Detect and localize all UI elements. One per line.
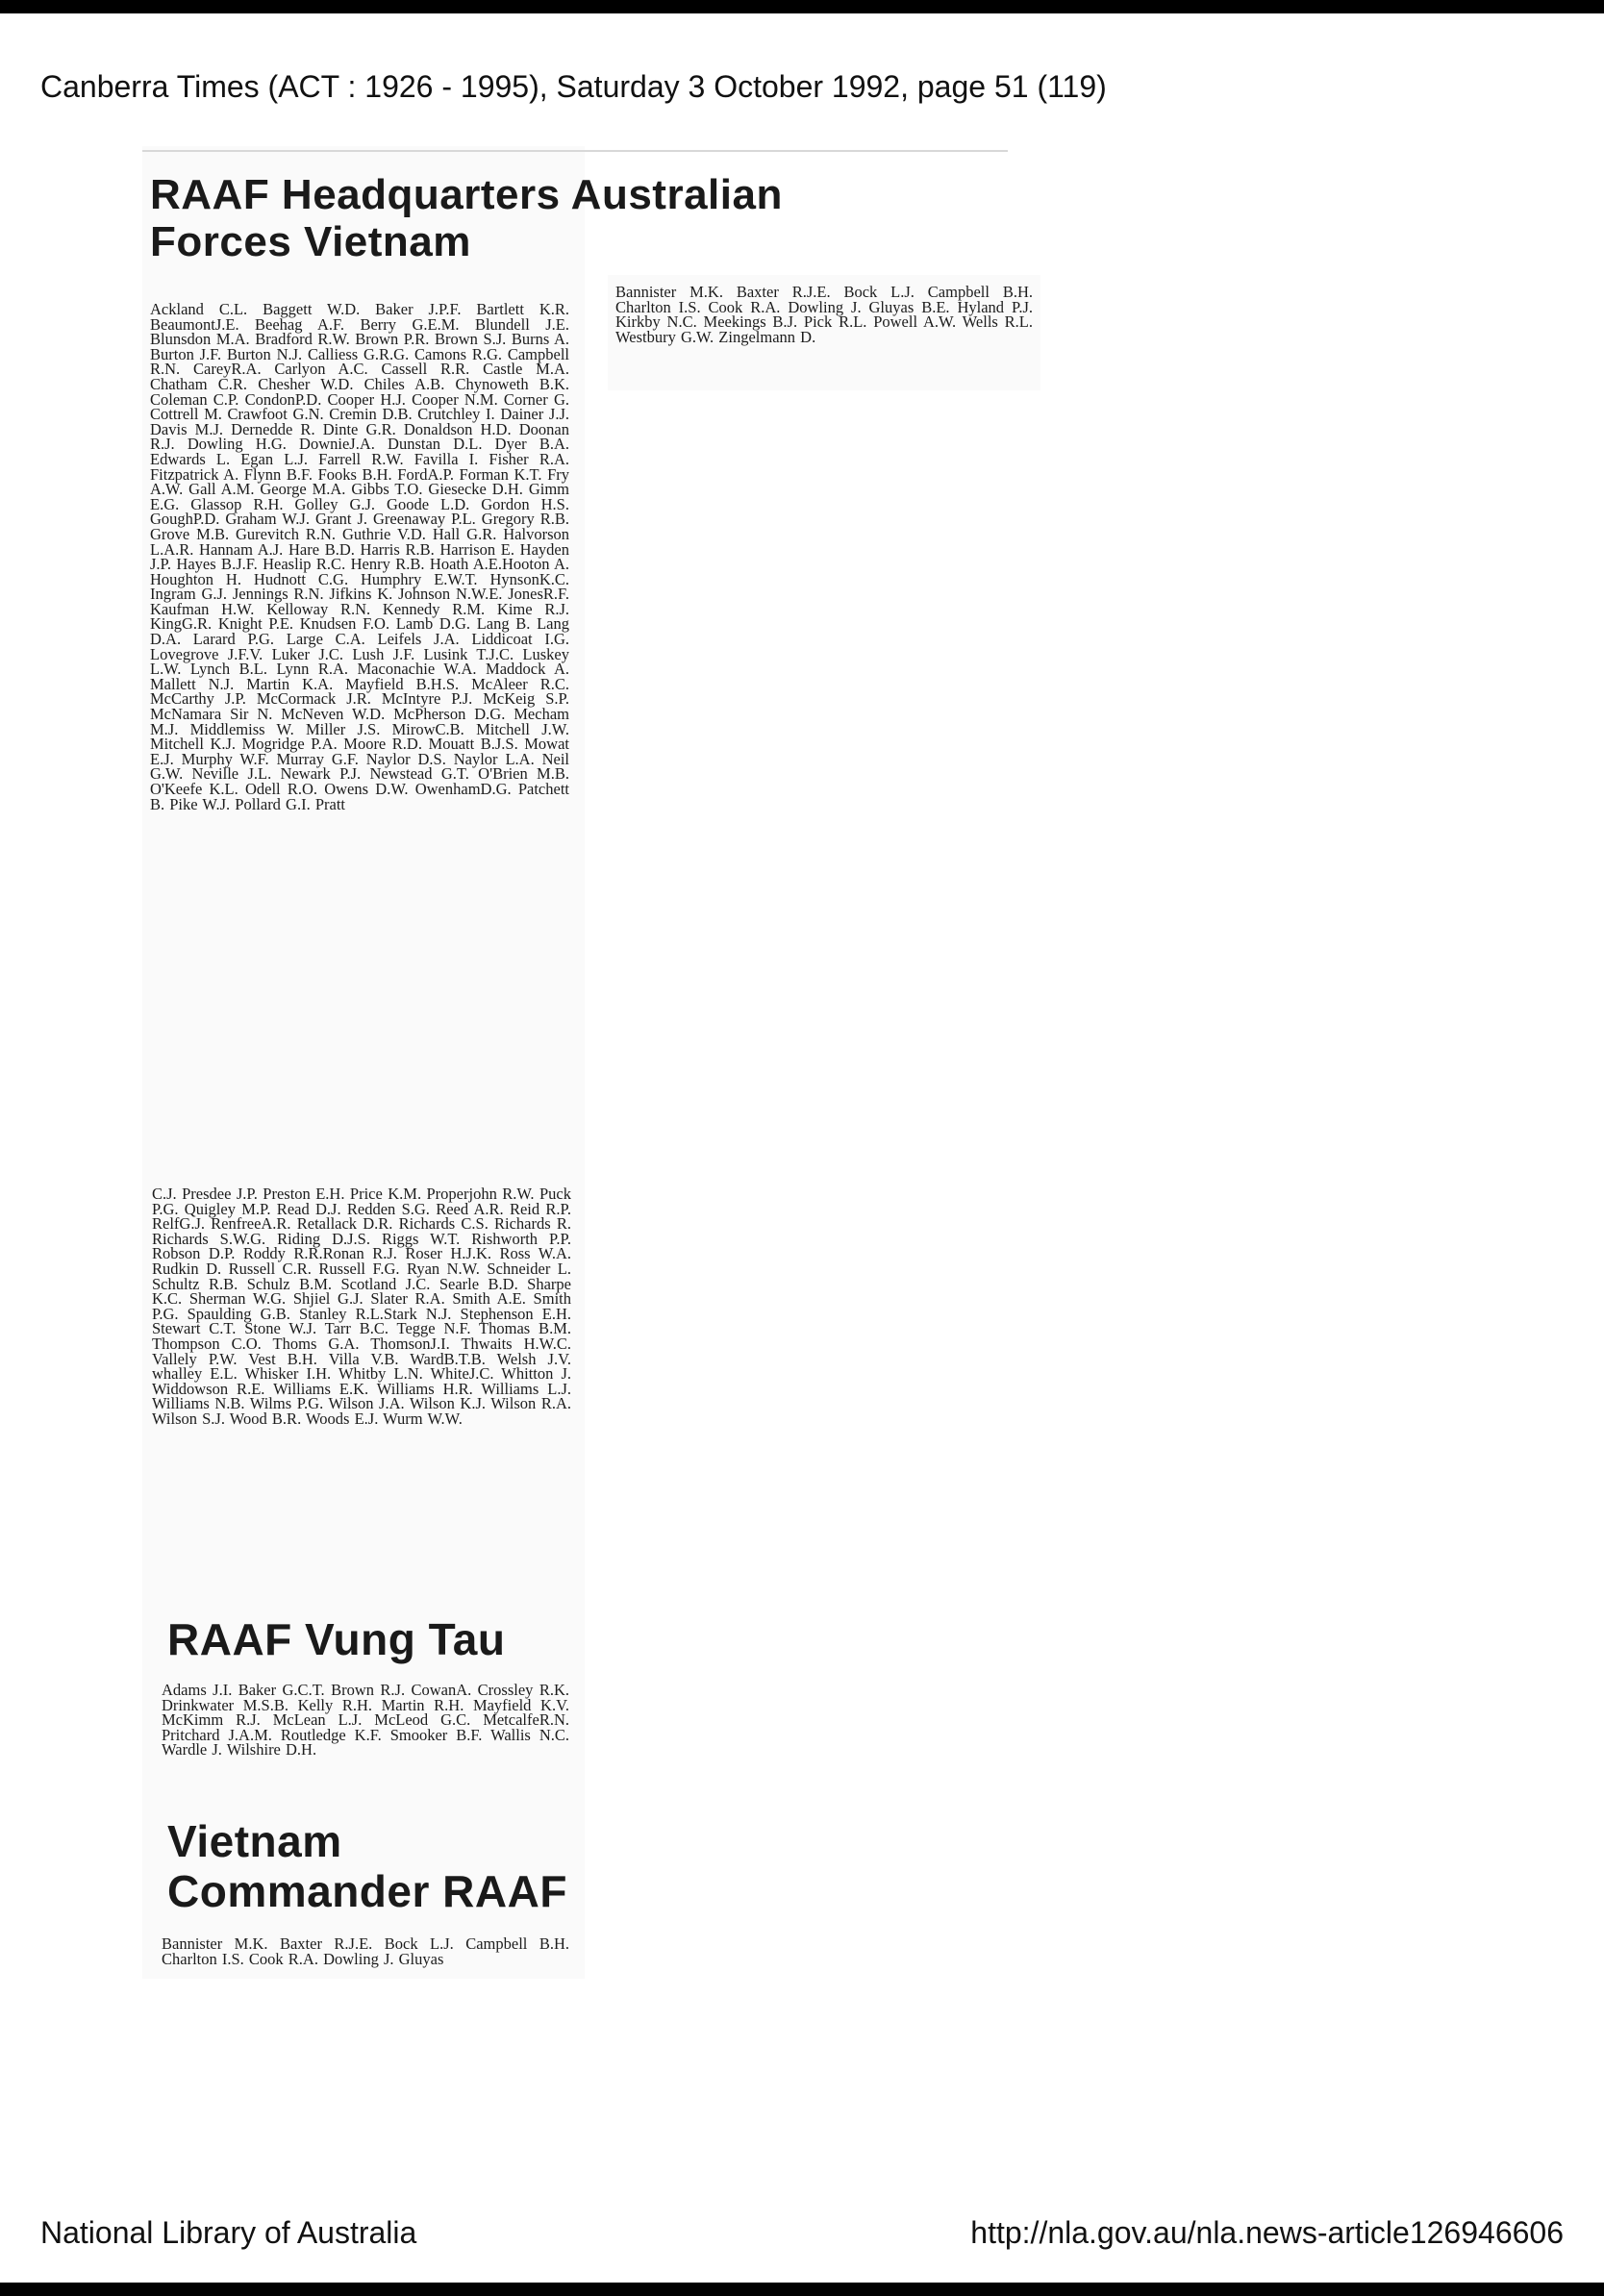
section3-heading: [167, 1817, 581, 1916]
section3-heading-line2: Commander RAAF: [167, 1865, 567, 1916]
section1-heading: [150, 171, 881, 266]
section2-names: Adams J.I. Baker G.C.T. Brown R.J. CowanA. Crossley R.K. Drinkwater M.S.B. Kelly R.H. Martin R.H. Mayfield K.V. McKimm R.J. McLean L.J. McLeod G.C. MetcalfeR.N. Pritchard J.A.M. Routledge K.F. Smooker B.F. Wallis N.C. Wardle J. Wilshire D.H.: [162, 1681, 569, 1759]
bottom-border: [0, 2283, 1604, 2296]
section1-names-part2: C.J. Presdee J.P. Preston E.H. Price K.M. Properjohn R.W. Puck P.G. Quigley M.P. Read D.J. Redden S.G. Reed A.R. Reid R.P. RelfG.J. RenfreeA.R. Retallack D.R. Richards C.S. Richards R. Richards S.W.G. Riding D.J.S. Riggs W.T. Rishworth P.P. Robson D.P. Roddy R.R.Ronan R.J. Roser H.J.K. Ross W.A. Rudkin D. Russell C.R. Russell F.G. Ryan N.W. Schneider L. Schultz R.B. Schulz B.M. Scotland J.C. Searle B.D. Sharpe K.C. Sherman W.G. Shjiel G.J. Slater R.A. Smith A.E. Smith P.G. Spaulding G.B. Stanley R.L.Stark N.J. Stephenson E.H. Stewart C.T. Stone W.J. Tarr B.C. Tegge N.F. Thomas B.M. Thompson C.O. Thoms G.A. ThomsonJ.I. Thwaits H.W.C. Vallely P.W. Vest B.H. Villa V.B. WardB.T.B. Welsh J.V. whalley E.L. Whisker I.H. Whitby L.N. WhiteJ.C. Whitton J. Widdowson R.E. Williams E.K. Williams H.R. Williams L.J. Williams N.B. Wilms P.G. Wilson J.A. Wilson K.J. Wilson R.A. Wilson S.J. Wood B.R. Woods E.J. Wurm W.W.: [152, 1185, 571, 1428]
section1-names-column2: Bannister M.K. Baxter R.J.E. Bock L.J. Campbell B.H. Charlton I.S. Cook R.A. Dowling J. Gluyas B.E. Hyland P.J. Kirkby N.C. Meekings B.J. Pick R.L. Powell A.W. Wells R.L. Westbury G.W. Zingelmann D.: [615, 283, 1033, 346]
section1-heading-line1: RAAF Headquarters Australian: [150, 171, 783, 218]
article-clipping: [142, 146, 783, 1979]
citation-header: Canberra Times (ACT : 1926 - 1995), Saturday 3 October 1992, page 51 (119): [40, 69, 1107, 104]
footer-url-link[interactable]: http://nla.gov.au/nla.news-article126946606: [970, 2215, 1564, 2250]
article-clipping-column2: [608, 275, 1040, 390]
section1-names-part1: Ackland C.L. Baggett W.D. Baker J.P.F. Bartlett K.R. BeaumontJ.E. Beehag A.F. Berry G.E.M. Blundell J.E. Blunsdon M.A. Bradford R.W. Brown P.R. Brown S.J. Burns A. Burton J.F. Burton N.J. Calliess G.R.G. Camons R.G. Campbell R.N. CareyR.A. Carlyon A.C. Cassell R.R. Castle M.A. Chatham C.R. Chesher W.D. Chiles A.B. Chynoweth B.K. Coleman C.P. CondonP.D. Cooper H.J. Cooper N.M. Corner G. Cottrell M. Crawfoot G.N. Cremin D.B. Crutchley I. Dainer J.J. Davis M.J. Dernedde R. Dinte G.R. Donaldson H.D. Doonan R.J. Dowling H.G. DownieJ.A. Dunstan D.L. Dyer B.A. Edwards L. Egan L.J. Farrell R.W. Favilla I. Fisher R.A. Fitzpatrick A. Flynn B.F. Fooks B.H. FordA.P. Forman K.T. Fry A.W. Gall A.M. George M.A. Gibbs T.O. Giesecke D.H. Gimm E.G. Glassop R.H. Golley G.J. Goode L.D. Gordon H.S. GoughP.D. Graham W.J. Grant J. Greenaway P.L. Gregory R.B. Grove M.B. Gurevitch R.N. Guthrie V.D. Hall G.R. Halvorson L.A.R. Hannam A.J. Hare B.D. Harris R.B. Harrison E. Hayden J.P. Hayes B.J.F. Heaslip R.C. Henry R.B. Hoath A.E.Hooton A. Houghton H. Hudnott C.G. Humphry E.W.T. HynsonK.C. Ingram G.J. Jennings R.N. Jifkins K. Johnson N.W.E. JonesR.F. Kaufman H.W. Kelloway R.N. Kennedy R.M. Kime R.J. KingG.R. Knight P.E. Knudsen F.O. Lamb D.G. Lang B. Lang D.A. Larard P.G. Large C.A. Leifels J.A. Liddicoat I.G. Lovegrove J.F.V. Luker J.C. Lush J.F. Lusink T.J.C. Luskey L.W. Lynch B.L. Lynn R.A. Maconachie W.A. Maddock A. Mallett N.J. Martin K.A. Mayfield B.H.S. McAleer R.C. McCarthy J.P. McCormack J.R. McIntyre P.J. McKeig S.P. McNamara Sir N. McNeven W.D. McPherson D.G. Mecham M.J. Middlemiss W. Miller J.S. MirowC.B. Mitchell J.W. Mitchell K.J. Mogridge P.A. Moore R.D. Mouatt B.J.S. Mowat E.J. Murphy W.F. Murray G.F. Naylor D.S. Naylor L.A. Neil G.W. Neville J.L. Newark P.J. Newstead G.T. O'Brien M.B. O'Keefe K.L. Odell R.O. Owens D.W. OwenhamD.G. Patchett B. Pike W.J. Pollard G.I. Pratt: [150, 300, 569, 813]
section2-heading: RAAF Vung Tau: [167, 1614, 506, 1664]
section1-heading-line2: Forces Vietnam: [150, 218, 471, 266]
top-border: [0, 0, 1604, 13]
footer-source: National Library of Australia: [40, 2215, 417, 2250]
section3-names-clip: [162, 1936, 569, 1971]
section3-names: Bannister M.K. Baxter R.J.E. Bock L.J. Campbell B.H. Charlton I.S. Cook R.A. Dowling J. Gluyas: [162, 1936, 569, 1968]
section3-heading-line1: Vietnam: [167, 1816, 342, 1866]
top-rule: [142, 150, 1008, 152]
